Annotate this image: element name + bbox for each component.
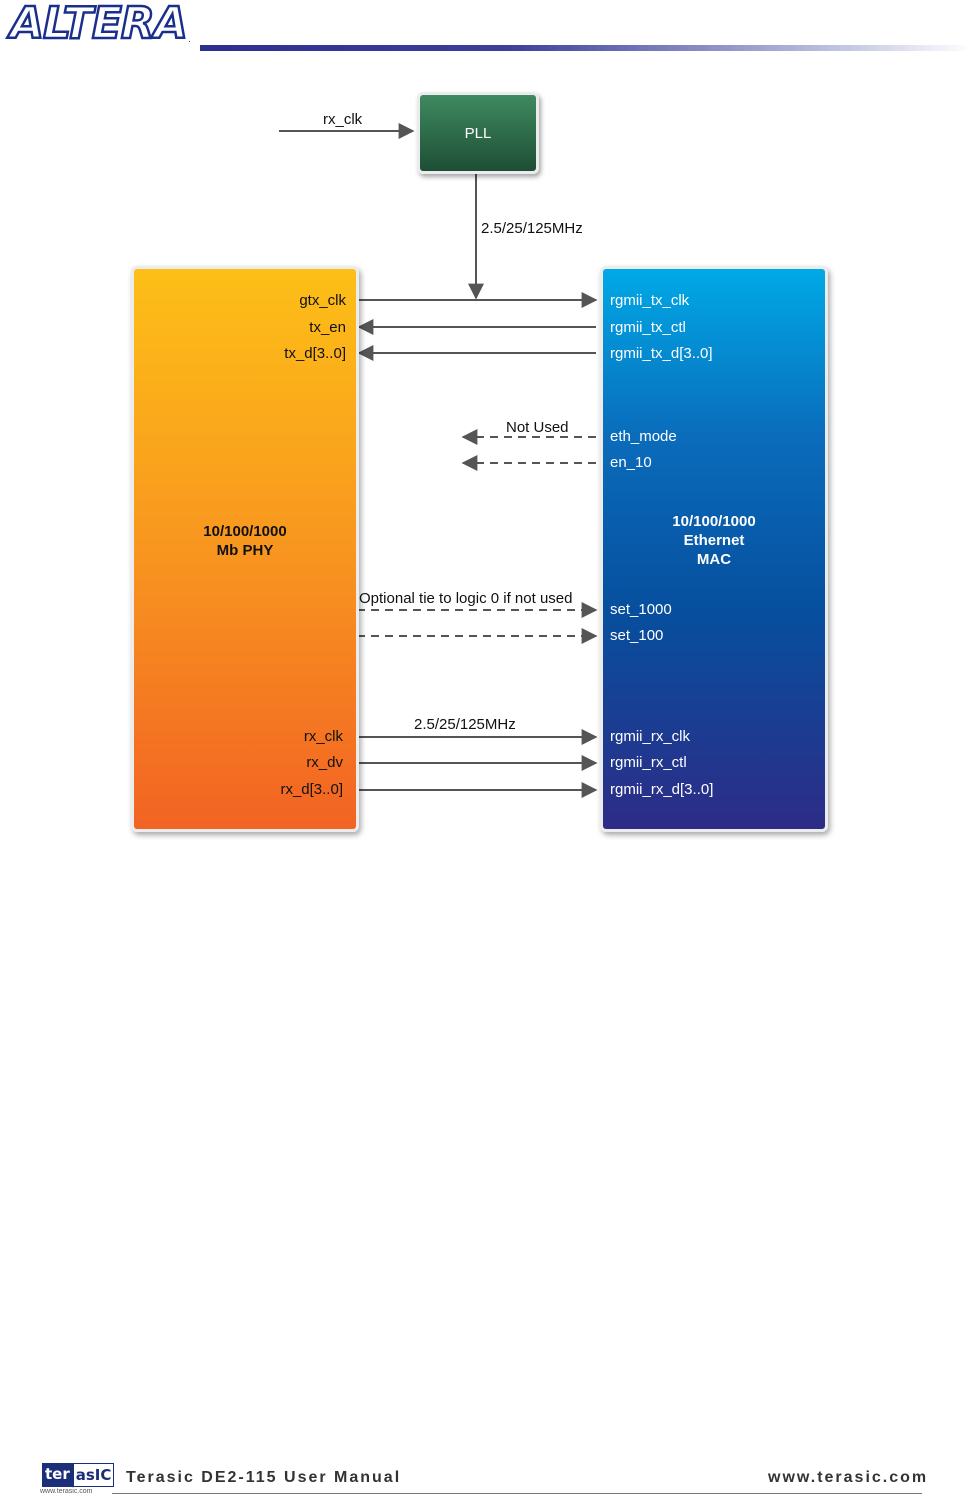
- phy-rx-d: rx_d[3..0]: [280, 781, 343, 798]
- mac-set-100: set_100: [610, 627, 664, 644]
- mac-rgmii-tx-clk: rgmii_tx_clk: [610, 292, 690, 309]
- mac-rgmii-rx-clk: rgmii_rx_clk: [610, 728, 691, 745]
- mac-rgmii-tx-d: rgmii_tx_d[3..0]: [610, 345, 713, 362]
- mac-rgmii-tx-ctl: rgmii_tx_ctl: [610, 319, 686, 336]
- phy-title: [131, 522, 359, 560]
- phy-title-line1: 10/100/1000: [203, 523, 287, 540]
- mac-en-10: en_10: [610, 454, 652, 471]
- mac-title: [600, 512, 828, 569]
- terasic-logo-part2: asIC: [73, 1463, 115, 1487]
- footer-url: www.terasic.com: [768, 1469, 929, 1486]
- pll-label: PLL: [464, 124, 492, 142]
- mac-eth-mode: eth_mode: [610, 428, 677, 445]
- logo-mark: .: [188, 34, 191, 45]
- mac-set-1000: set_1000: [610, 601, 672, 618]
- phy-tx-en: tx_en: [309, 319, 346, 336]
- mac-rgmii-rx-d: rgmii_rx_d[3..0]: [610, 781, 714, 798]
- phy-gtx-clk: gtx_clk: [299, 292, 346, 309]
- mac-title-line1: 10/100/1000: [672, 513, 756, 530]
- phy-rx-dv: rx_dv: [306, 754, 343, 771]
- mac-rgmii-rx-ctl: rgmii_rx_ctl: [610, 754, 687, 771]
- mac-title-line2: Ethernet: [683, 532, 745, 549]
- phy-tx-d: tx_d[3..0]: [284, 345, 346, 362]
- footer-rule: [112, 1493, 922, 1494]
- rx-freq-note: 2.5/25/125MHz: [414, 716, 516, 733]
- phy-rx-clk: rx_clk: [303, 728, 343, 745]
- terasic-logo-url: www.terasic.com: [40, 1488, 93, 1495]
- terasic-logo: [42, 1463, 112, 1487]
- mac-title-line3: MAC: [696, 551, 732, 568]
- optional-tie-note: Optional tie to logic 0 if not used: [359, 590, 573, 607]
- altera-logo: ALTERA: [10, 0, 187, 49]
- terasic-logo-part1: ter: [42, 1463, 73, 1487]
- pll-output-freq: 2.5/25/125MHz: [481, 220, 583, 237]
- not-used-note: Not Used: [506, 419, 569, 436]
- pll-input-label: rx_clk: [323, 111, 363, 128]
- footer-title: Terasic DE2-115 User Manual: [126, 1469, 402, 1486]
- pll-block: [417, 92, 539, 174]
- phy-title-line2: Mb PHY: [216, 542, 274, 559]
